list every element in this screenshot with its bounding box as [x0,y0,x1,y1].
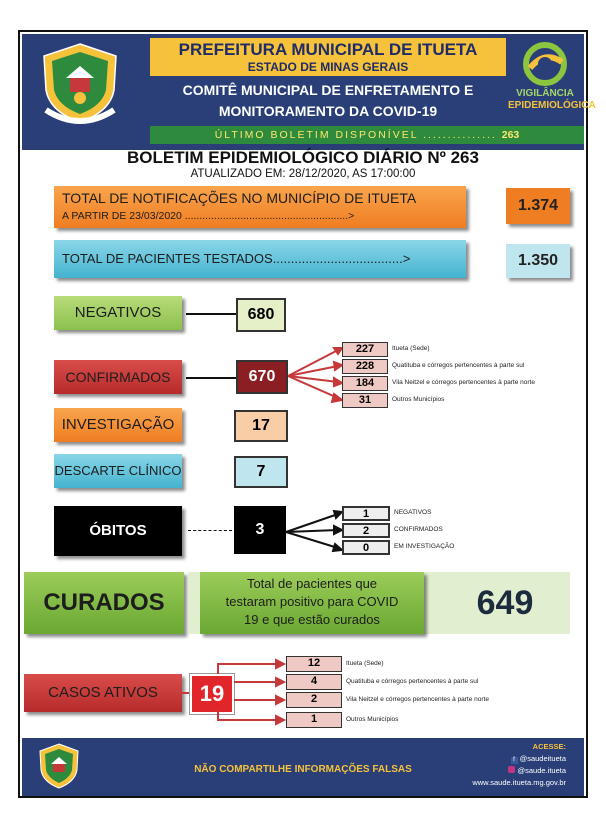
obitos-label: ÓBITOS [89,522,147,539]
negativos-box [54,296,182,330]
confirmados-box [54,360,182,394]
confirmados-arrows [286,344,346,404]
confirmados-outros-text: Outros Municípios [392,396,445,403]
confirmados-outros-value: 31 [342,393,388,408]
tested-box [54,240,466,278]
confirmados-label: CONFIRMADOS [65,369,171,385]
ativos-sul-value: 4 [286,674,342,690]
last-bulletin-label: ÚLTIMO BOLETIM DISPONÍVEL ............... [214,129,497,141]
header [22,34,596,150]
investigacao-value: 17 [234,410,288,442]
ativos-outros-value: 1 [286,712,342,728]
confirmados-connector [186,377,236,379]
header-title-banner [150,38,506,76]
bulletin-title: BOLETIM EPIDEMIOLÓGICO DIÁRIO Nº 263 [127,148,479,167]
curados-label: CURADOS [43,589,165,616]
footer-instagram[interactable] [508,766,566,775]
notifications-label-line1: TOTAL DE NOTIFICAÇÕES NO MUNICÍPIO DE ITUETA [62,190,417,206]
obitos-confirmados-value: 2 [342,523,390,538]
confirmados-value: 670 [236,360,288,394]
descarte-box [54,454,182,488]
confirmados-sul-value: 228 [342,359,388,374]
last-bulletin-number: 263 [501,129,520,141]
ativos-sede-text: Itueta (Sede) [346,660,384,667]
footer-message: NÃO COMPARTILHE INFORMAÇÕES FALSAS [194,764,412,775]
footer-facebook-handle: @saudeitueta [519,754,566,763]
updated-timestamp: ATUALIZADO EM: 28/12/2020, AS 17:00:00 [190,168,416,180]
negativos-connector [186,313,236,315]
footer-website[interactable]: www.saude.itueta.mg.gov.br [472,778,566,787]
footer-access-label: ACESSE: [532,742,566,751]
tested-value: 1.350 [506,244,570,278]
confirmados-sede-text: Itueta (Sede) [392,345,430,352]
descarte-label: DESCARTE CLÍNICO [54,463,182,478]
committee-line2: MONITORAMENTO DA COVID-19 [218,103,438,119]
curados-box [24,572,184,634]
obitos-negativos-value: 1 [342,506,390,521]
curados-desc-line3: 19 e que estão curados [244,612,380,627]
ativos-sede-value: 12 [286,656,342,672]
last-bulletin-bar [150,126,584,144]
vigilancia-logo [508,40,596,124]
footer-instagram-handle: @saude.itueta [517,766,566,775]
curados-description [200,572,424,634]
curados-desc-line2: testaram positivo para COVID [225,594,399,609]
footer [22,738,584,796]
confirmados-norte-value: 184 [342,376,388,391]
instagram-icon [508,766,515,773]
notifications-label-line2: A PARTIR DE 23/03/2020 ........................................................> [62,210,355,222]
obitos-arrows [284,508,344,556]
curados-desc-line1: Total de pacientes que [246,576,378,591]
ativos-sul-text: Quatituba e córregos pertencentes à parte sul [346,678,479,685]
tested-label: TOTAL DE PACIENTES TESTADOS....................................> [62,251,411,266]
footer-facebook[interactable] [511,754,567,764]
committee-line1: COMITÊ MUNICIPAL DE ENFRETAMENTO E [182,82,474,98]
ativos-norte-value: 2 [286,692,342,708]
confirmados-sul-text: Quatituba e córregos pertencentes à parte sul [392,362,525,369]
curados-value: 649 [476,584,534,622]
ativos-value: 19 [190,674,234,714]
facebook-icon: f [511,757,518,764]
obitos-investigacao-text: EM INVESTIGAÇÃO [394,543,455,550]
ativos-box [24,674,182,712]
logo-text-vigilancia: VIGILÂNCIA [516,88,574,99]
committee-title [150,78,506,124]
ativos-outros-text: Outros Municípios [346,716,399,723]
state-title: ESTADO DE MINAS GERAIS [247,60,409,74]
logo-text-epidemiologica: EPIDEMIOLÓGICA [508,100,596,111]
investigacao-box [54,408,182,442]
municipal-crest-icon [36,40,124,126]
obitos-confirmados-text: CONFIRMADOS [394,526,443,533]
bulletin-frame [18,30,596,798]
obitos-investigacao-value: 0 [342,540,390,555]
confirmados-sede-value: 227 [342,342,388,357]
notifications-value: 1.374 [506,188,570,224]
negativos-value: 680 [236,298,286,332]
investigacao-label: INVESTIGAÇÃO [61,416,175,433]
confirmados-norte-text: Vila Neitzel e córregos pertencentes à parte norte [392,379,535,386]
ativos-label: CASOS ATIVOS [48,684,158,701]
obitos-box [54,506,182,556]
ativos-arrows [216,656,288,728]
obitos-negativos-text: NEGATIVOS [394,509,432,516]
ativos-norte-text: Vila Neitzel e córregos pertencentes à parte norte [346,696,489,703]
municipality-title: PREFEITURA MUNICIPAL DE ITUETA [178,40,478,59]
notifications-box [54,186,466,228]
obitos-connector [188,530,232,531]
negativos-label: NEGATIVOS [74,304,162,321]
obitos-value: 3 [234,506,286,554]
descarte-value: 7 [234,456,288,488]
vigilancia-swirl-icon [508,40,582,88]
